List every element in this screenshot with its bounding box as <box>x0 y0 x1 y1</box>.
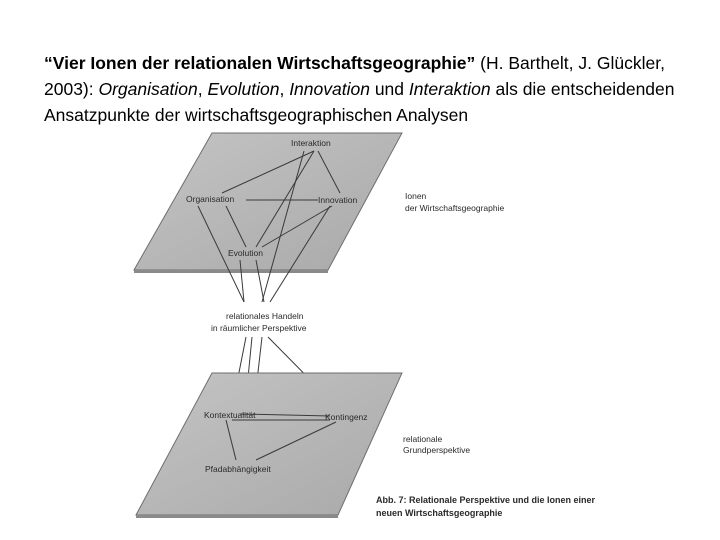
heading-conjunction: und <box>369 79 409 99</box>
heading-title: “Vier Ionen der relationalen Wirtschaftsgeographie” <box>44 53 476 73</box>
node-evolution: Evolution <box>228 248 263 258</box>
lower-plane <box>136 373 402 518</box>
upper-plane-surface <box>134 133 402 270</box>
heading-sep-1: , <box>197 79 208 99</box>
heading-term-organisation: Organisation <box>98 79 198 99</box>
heading-term-interaktion: Interaktion <box>408 79 491 99</box>
node-organisation: Organisation <box>186 194 235 204</box>
figure-caption-line2: neuen Wirtschaftsgeographie <box>376 508 503 518</box>
heading-citation: (H. Barthelt, J. Glückler, 2003): <box>44 53 665 99</box>
node-kontingenz: Kontingenz <box>325 412 368 422</box>
heading-term-evolution: Evolution <box>207 79 280 99</box>
lower-plane-label-line2: Grundperspektive <box>403 445 471 455</box>
figure-caption-line1: Abb. 7: Relationale Perspektive und die Ionen einer <box>376 495 596 505</box>
lower-plane-surface <box>136 373 402 515</box>
upper-plane <box>134 133 402 273</box>
center-label-line1: relationales Handeln <box>226 311 304 321</box>
lower-plane-edge <box>136 515 338 518</box>
heading-sep-2: , <box>279 79 290 99</box>
center-label-line2: in räumlicher Perspektive <box>211 323 307 333</box>
heading-term-innovation: Innovation <box>289 79 370 99</box>
node-interaktion: Interaktion <box>291 138 331 148</box>
node-pfadabhaengigkeit: Pfadabhängigkeit <box>205 464 271 474</box>
heading-rest: als die entscheidenden Ansatzpunkte der wirtschaftsgeographischen Analysen <box>44 79 675 125</box>
upper-plane-edge <box>134 270 328 273</box>
lower-plane-label-line1: relationale <box>403 434 443 444</box>
node-innovation: Innovation <box>318 195 358 205</box>
node-kontextualitaet: Kontextualität <box>204 410 256 420</box>
upper-plane-label-line1: Ionen <box>405 191 427 201</box>
upper-plane-label-line2: der Wirtschaftsgeographie <box>405 203 505 213</box>
